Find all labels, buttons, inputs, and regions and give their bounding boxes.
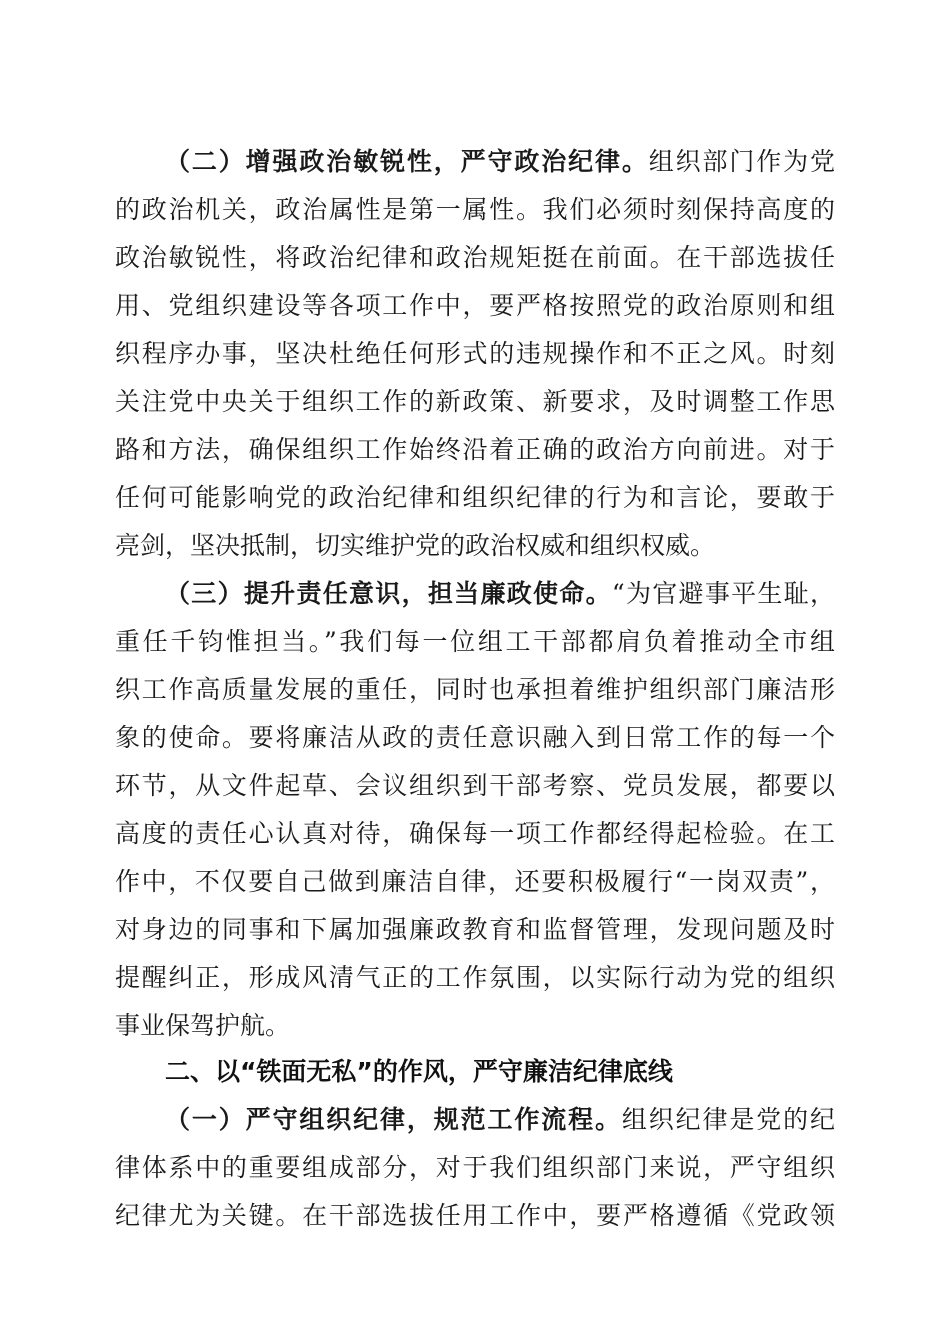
paragraph-2-3-line: 高度的责任心认真对待，确保每一项工作都经得起检验。在工 bbox=[115, 819, 835, 848]
paragraph-3-1-line: 纪律尤为关键。在干部选拔任用工作中，要严格遵循《党政领 bbox=[115, 1201, 835, 1230]
paragraph-2-2-line: 用、党组织建设等各项工作中，要严格按照党的政治原则和组 bbox=[115, 291, 835, 320]
paragraph-2-2-line: 政治敏锐性，将政治纪律和政治规矩挺在前面。在干部选拔任 bbox=[115, 243, 835, 272]
paragraph-2-3-line: 作中，不仅要自己做到廉洁自律，还要积极履行“一岗双责”， bbox=[115, 867, 835, 896]
paragraph-2-3-line-1-rest: “为官避事平生耻， bbox=[611, 579, 835, 608]
paragraph-3-1-lead: （一）严守组织纪律，规范工作流程。 bbox=[165, 1105, 622, 1134]
paragraph-2-3-line: 对身边的同事和下属加强廉政教育和监督管理，发现问题及时 bbox=[115, 915, 835, 944]
paragraph-2-2-line: 任何可能影响党的政治纪律和组织纪律的行为和言论，要敢于 bbox=[115, 483, 835, 512]
paragraph-3-1-line-1-rest: 组织纪律是党的纪 bbox=[621, 1105, 835, 1134]
paragraph-2-2-lead: （二）增强政治敏锐性，严守政治纪律。 bbox=[165, 147, 649, 176]
paragraph-2-3-line: 提醒纠正，形成风清气正的工作氛围，以实际行动为党的组织 bbox=[115, 963, 835, 992]
paragraph-3-1-line: 律体系中的重要组成部分，对于我们组织部门来说，严守组织 bbox=[115, 1153, 835, 1182]
paragraph-3-1-line-1 bbox=[165, 1100, 835, 1140]
section-heading-2: 二、以“铁面无私”的作风，严守廉洁纪律底线 bbox=[165, 1057, 673, 1086]
paragraph-2-2-line: 织程序办事，坚决杜绝任何形式的违规操作和不正之风。时刻 bbox=[115, 339, 835, 368]
paragraph-2-3-line: 织工作高质量发展的重任，同时也承担着维护组织部门廉洁形 bbox=[115, 675, 835, 704]
paragraph-2-3-line: 环节，从文件起草、会议组织到干部考察、党员发展，都要以 bbox=[115, 771, 835, 800]
paragraph-2-3-line: 事业保驾护航。 bbox=[115, 1011, 291, 1040]
paragraph-2-3-line: 象的使命。要将廉洁从政的责任意识融入到日常工作的每一个 bbox=[115, 723, 835, 752]
paragraph-2-2-line: 关注党中央关于组织工作的新政策、新要求，及时调整工作思 bbox=[115, 387, 835, 416]
paragraph-2-2-line: 路和方法，确保组织工作始终沿着正确的政治方向前进。对于 bbox=[115, 435, 835, 464]
paragraph-2-2-line-1-rest: 组织部门作为党 bbox=[648, 147, 835, 176]
paragraph-2-2-line: 亮剑，坚决抵制，切实维护党的政治权威和组织权威。 bbox=[115, 531, 716, 560]
paragraph-2-3-line: 重任千钧惟担当。”我们每一位组工干部都肩负着推动全市组 bbox=[115, 627, 835, 656]
paragraph-2-2-line-1 bbox=[165, 142, 835, 182]
paragraph-2-2-line: 的政治机关，政治属性是第一属性。我们必须时刻保持高度的 bbox=[115, 195, 835, 224]
paragraph-2-3-lead: （三）提升责任意识，担当廉政使命。 bbox=[165, 579, 612, 608]
paragraph-2-3-line-1 bbox=[165, 574, 835, 614]
